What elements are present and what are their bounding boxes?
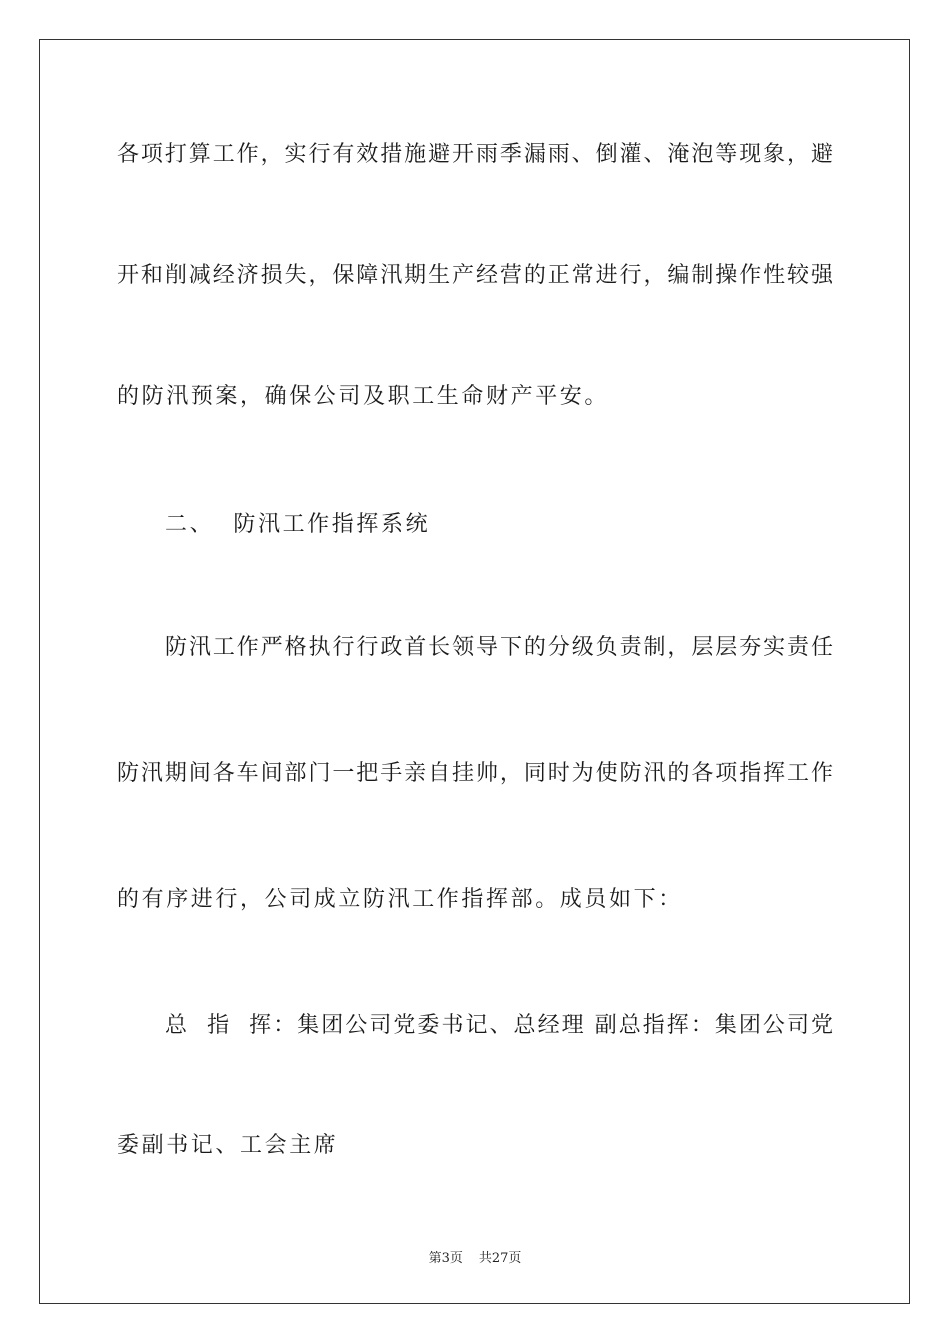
body-line-8: 总 指 挥：集团公司党委书记、总经理 副总指挥：集团公司党 [165,1013,833,1038]
body-line-9: 委副书记、工会主席 [117,1133,339,1158]
section-heading: 二、 防汛工作指挥系统 [165,512,431,537]
page-number: 第3页 [428,1251,463,1266]
body-line-5: 防汛工作严格执行行政首长领导下的分级负责制，层层夯实责任 [165,635,833,660]
body-line-3: 的防汛预案，确保公司及职工生命财产平安。 [117,384,610,409]
body-line-2: 开和削减经济损失，保障汛期生产经营的正常进行，编制操作性较强 [117,263,833,288]
body-line-1: 各项打算工作，实行有效措施避开雨季漏雨、倒灌、淹泡等现象，避 [117,142,833,167]
body-line-6: 防汛期间各车间部门一把手亲自挂帅，同时为使防汛的各项指挥工作 [117,761,833,786]
page-total: 共27页 [478,1251,522,1266]
page-footer [0,1247,950,1266]
page-border [39,39,910,1304]
body-line-7: 的有序进行，公司成立防汛工作指挥部。成员如下： [117,887,683,912]
